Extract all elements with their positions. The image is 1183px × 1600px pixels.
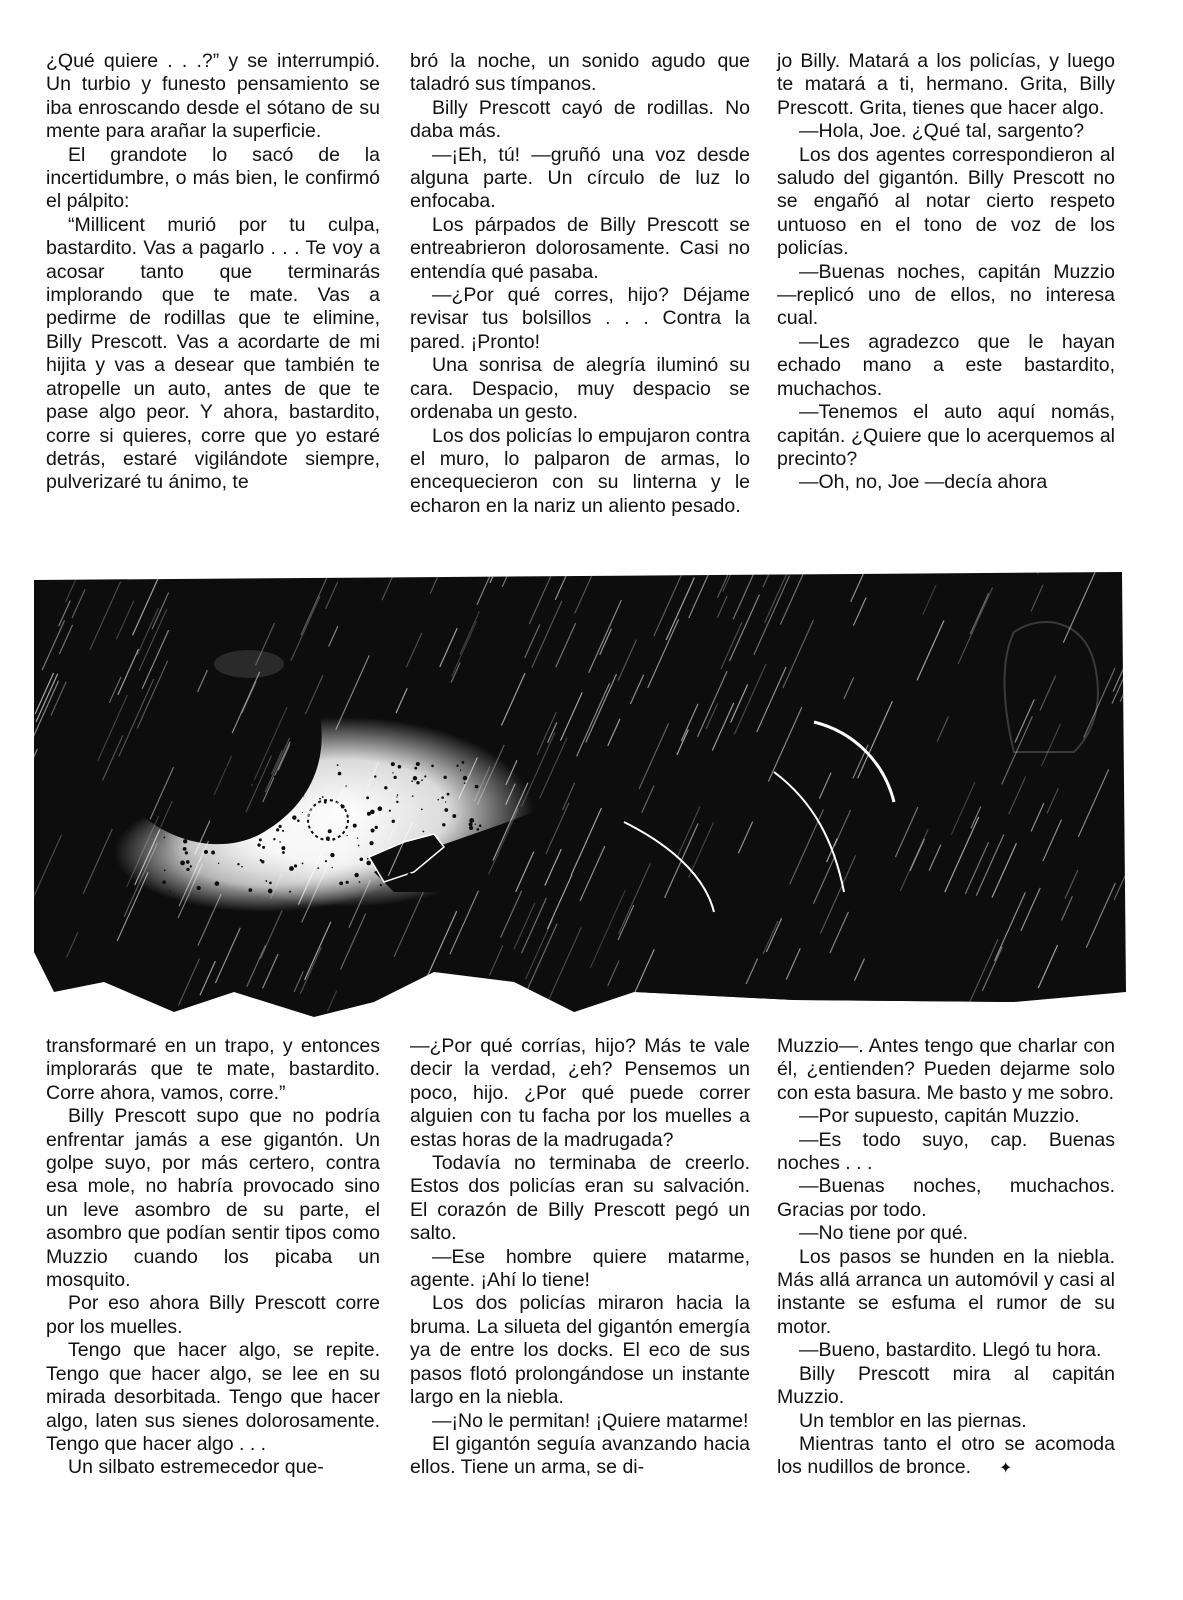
ink-speckle: [407, 873, 411, 877]
ink-speckle: [259, 838, 262, 841]
ink-speckle: [265, 880, 267, 882]
paragraph: —Buenas noches, muchachos. Gracias por todo.: [777, 1175, 1115, 1221]
ink-speckle: [456, 852, 457, 853]
rain-scene-illustration: [14, 572, 1134, 1022]
paragraph: El grandote lo sacó de la incertidumbre, o más bien, le confirmó el pálpito:: [46, 143, 380, 213]
ink-speckle: [442, 823, 445, 826]
ink-speckle: [247, 796, 249, 798]
paragraph: —¿Por qué corrías, hijo? Más te vale decir la verdad, ¿eh? Pensemos un poco, hijo. ¿Por qué puede correr alguien con tu facha por los muelles a estas horas de la madrugada?: [410, 1035, 750, 1151]
ink-speckle: [276, 828, 279, 831]
rain-streak: [567, 572, 584, 576]
ink-speckle: [172, 789, 176, 793]
ink-speckle: [282, 830, 284, 832]
ink-speckle: [163, 837, 165, 839]
paragraph: Los dos agentes correspondieron al saludo del gigantón. Billy Prescott no se engañó al notar cierto respeto untuoso en el tono de voz de los policías.: [777, 143, 1115, 260]
ink-speckle: [259, 824, 261, 826]
text-column-bottom-3: [777, 1035, 1115, 1481]
paragraph: —Bueno, bastardito. Llegó tu hora.: [799, 1339, 1102, 1362]
paragraph: Los dos policías miraron hacia la bruma. La silueta del gigantón emergía ya de entre los docks. El eco de sus pasos flotó prolongándose un instante largo en la niebla.: [410, 1292, 750, 1409]
text-column-bottom-1: [46, 1035, 380, 1480]
ink-speckle: [455, 884, 457, 886]
ink-speckle: [456, 765, 458, 767]
rain-streak: [1129, 572, 1134, 600]
paragraph: Un silbato estremecedor que-: [68, 1456, 324, 1479]
ink-speckle: [206, 794, 209, 797]
ink-speckle: [480, 868, 483, 871]
ink-speckle: [289, 866, 294, 871]
cap-brim: [214, 650, 284, 678]
ink-speckle: [445, 801, 446, 802]
paragraph: Los pasos se hunden en la niebla. Más allá arranca un automóvil y casi al instante se esfuma el rumor de su motor.: [777, 1245, 1115, 1338]
ink-speckle: [292, 782, 295, 785]
ink-speckle: [195, 829, 200, 834]
ink-speckle: [453, 873, 456, 876]
ink-speckle: [330, 853, 334, 857]
end-of-story-icon: ✦: [999, 1460, 1013, 1478]
paragraph: —Ese hombre quiere matarme, agente. ¡Ahí lo tiene!: [410, 1245, 750, 1292]
ink-speckle: [293, 776, 297, 780]
ink-speckle: [445, 887, 447, 889]
ink-speckle: [249, 888, 253, 892]
ink-speckle: [211, 851, 215, 855]
ink-speckle: [231, 825, 233, 827]
ink-speckle: [393, 776, 396, 779]
rain-streak: [1125, 767, 1134, 789]
ink-speckle: [298, 763, 302, 767]
ink-speckle: [424, 775, 426, 777]
ink-speckle: [326, 836, 330, 840]
ink-speckle: [183, 839, 187, 843]
ink-speckle: [227, 781, 229, 783]
ink-speckle: [374, 775, 376, 777]
ink-speckle: [468, 888, 472, 892]
ink-speckle: [243, 776, 247, 780]
ink-speckle: [180, 860, 185, 865]
ink-speckle: [190, 865, 192, 867]
ink-speckle: [278, 825, 281, 828]
ink-speckle: [173, 830, 176, 833]
paragraph: —Les agradezco que le hayan echado mano a este bastardito, muchachos.: [777, 330, 1115, 400]
text-column-bottom-2: [410, 1035, 750, 1480]
paragraph: Los dos policías lo empujaron contra el muro, lo palparon de armas, lo encequecieron con su linterna y le echaron en la nariz un aliento pesado.: [410, 424, 750, 517]
ink-speckle: [200, 790, 202, 792]
ink-speckle: [224, 775, 227, 778]
ink-speckle: [294, 864, 297, 867]
rain-streak: [14, 647, 16, 709]
ink-speckle: [444, 808, 448, 812]
ink-speckle: [319, 798, 321, 800]
ink-speckle: [186, 868, 189, 871]
ink-speckle: [260, 859, 262, 861]
ink-speckle: [186, 860, 190, 864]
text-column-top-1: [46, 50, 380, 495]
ink-speckle: [392, 772, 393, 773]
paragraph: Billy Prescott supo que no podría enfrentar jamás a ese gigantón. Un golpe suyo, por más certero, contra esa mole, no habría provocado sino un leve asombro de su parte, el asombro que podían sentir tipos como Muzzio cuando los picaba un mosquito.: [46, 1105, 380, 1292]
paragraph: —Por supuesto, capitán Muzzio.: [799, 1105, 1080, 1128]
ink-speckle: [328, 829, 332, 833]
ink-speckle: [396, 796, 397, 797]
ink-speckle: [416, 781, 419, 784]
ink-speckle: [169, 891, 170, 892]
ink-speckle: [421, 808, 423, 810]
rain-streak: [14, 749, 37, 811]
ink-speckle: [414, 767, 417, 770]
ink-speckle: [181, 809, 184, 812]
ink-speckle: [412, 795, 414, 797]
ink-speckle: [273, 838, 275, 840]
ink-speckle: [164, 870, 166, 872]
paragraph: —Buenas noches, capitán Muzzio —replicó uno de ellos, no interesa cual.: [777, 260, 1115, 330]
paragraph: Billy Prescott cayó de rodillas. No daba más.: [410, 96, 750, 143]
ink-speckle: [458, 882, 462, 886]
ink-speckle: [268, 767, 269, 768]
ink-speckle: [289, 891, 291, 893]
text-column-top-3: [777, 50, 1115, 495]
ink-speckle: [246, 820, 248, 822]
ink-speckle: [366, 796, 369, 799]
ink-speckle: [391, 762, 395, 766]
ink-speckle: [397, 794, 399, 796]
ink-speckle: [375, 826, 378, 829]
ink-speckle: [230, 793, 233, 796]
paragraph: Billy Prescott mira al capitán Muzzio.: [777, 1362, 1115, 1409]
ink-speckle: [297, 819, 300, 822]
paragraph: Por eso ahora Billy Prescott corre por los muelles.: [46, 1292, 380, 1338]
ink-speckle: [292, 815, 296, 819]
rain-streak: [185, 572, 219, 575]
ink-speckle: [275, 818, 278, 821]
ink-speckle: [337, 764, 339, 766]
ink-speckle: [236, 761, 239, 764]
rain-streak: [310, 572, 340, 573]
ink-speckle: [282, 851, 285, 854]
ink-speckle: [389, 810, 391, 812]
ink-speckle: [199, 818, 202, 821]
ink-speckle: [413, 776, 417, 780]
ink-speckle: [339, 881, 343, 885]
ink-speckle: [241, 866, 243, 868]
ink-speckle: [378, 806, 383, 811]
ink-speckle: [461, 852, 464, 855]
ink-speckle: [370, 810, 375, 815]
ink-speckle: [325, 860, 327, 862]
ink-speckle: [422, 831, 424, 833]
ink-speckle: [345, 785, 346, 786]
ink-speckle: [366, 861, 371, 866]
ink-speckle: [193, 773, 194, 774]
paragraph: ¿Qué quiere . . .?” y se interrumpió. Un turbio y funesto pensamiento se iba enroscando desde el sótano de su mente para arañar la superficie.: [46, 50, 380, 143]
ink-speckle: [204, 850, 208, 854]
ink-speckle: [427, 862, 428, 863]
ink-speckle: [272, 812, 275, 815]
ink-speckle: [190, 762, 195, 767]
ink-speckle: [475, 823, 476, 824]
ink-speckle: [303, 795, 304, 796]
ink-speckle: [290, 786, 293, 789]
ink-speckle: [346, 881, 349, 884]
ink-speckle: [441, 796, 444, 799]
ink-speckle: [359, 881, 361, 883]
ink-speckle: [341, 805, 345, 809]
ink-speckle: [464, 782, 466, 784]
paragraph: —No tiene por qué.: [799, 1222, 969, 1245]
ink-speckle: [354, 873, 358, 877]
ink-speckle: [388, 863, 390, 865]
second-policeman: [1005, 622, 1098, 752]
ink-speckle: [476, 828, 479, 831]
ink-speckle: [215, 881, 220, 886]
ink-speckle: [223, 796, 228, 801]
ink-speckle: [178, 825, 182, 829]
ink-speckle: [218, 863, 219, 864]
ink-speckle: [411, 780, 413, 782]
ink-speckle: [237, 863, 239, 865]
paragraph: —¡Eh, tú! —gruñó una voz desde alguna parte. Un círculo de luz lo enfocaba.: [410, 143, 750, 213]
paragraph-text: Mientras tanto el otro se acomoda los nudillos de bronce.: [777, 1432, 1115, 1479]
ink-speckle: [479, 825, 482, 828]
ink-speckle: [392, 820, 395, 823]
ink-speckle: [162, 881, 166, 885]
ink-speckle: [302, 863, 304, 865]
ink-speckle: [443, 776, 446, 779]
ink-speckle: [460, 769, 461, 770]
ink-speckle: [463, 776, 467, 780]
ink-speckle: [475, 785, 479, 789]
text-column-top-2: [410, 50, 750, 518]
ink-speckle: [294, 790, 296, 792]
paragraph: —Es todo suyo, cap. Buenas noches . . .: [777, 1128, 1115, 1175]
ink-speckle: [268, 889, 273, 894]
paragraph: El gigantón seguía avanzando hacia ellos. Tiene un arma, se di-: [410, 1432, 750, 1479]
paragraph: —¿Por qué corres, hijo? Déjame revisar tus bolsillos . . . Contra la pared. ¡Pronto!: [410, 284, 750, 353]
ink-speckle: [227, 822, 231, 826]
paragraph: “Millicent murió por tu culpa, bastardito. Vas a pagarlo . . . Te voy a acosar tanto que terminarás implorando que te mate. Vas a pedirme de rodillas que te elimine, Billy Prescott. Vas a acordarte de mi hijita y vas a desear que también te atropelle un auto, antes de que te pase algo peor. Y ahora, bastardito, corre si quieres, corre que yo estaré detrás, estaré vigilándote siempre, pulverizaré tu ánimo, te: [46, 213, 380, 494]
ink-speckle: [257, 843, 260, 846]
ink-speckle: [416, 762, 420, 766]
ink-speckle: [369, 841, 373, 845]
ink-speckle: [333, 839, 335, 841]
ink-speckle: [347, 835, 348, 836]
ink-speckle: [431, 765, 434, 768]
ink-speckle: [452, 814, 456, 818]
ink-speckle: [205, 810, 207, 812]
ink-speckle: [268, 791, 270, 793]
paragraph: —¡No le permitan! ¡Quiere matarme!: [432, 1409, 749, 1432]
ink-speckle: [421, 779, 423, 781]
rain-streak: [14, 638, 23, 695]
paragraph: Tengo que hacer algo, se repite. Tengo que hacer algo, se lee en su mirada desorbitada. Tengo que hacer algo, laten sus sienes dolorosamente. Tengo que hacer algo . . .: [46, 1339, 380, 1455]
ink-speckle: [234, 770, 236, 772]
paragraph: —Tenemos el auto aquí nomás, capitán. ¿Quiere que lo acerquemos al precinto?: [777, 401, 1115, 470]
ink-speckle: [214, 783, 218, 787]
ink-speckle: [429, 850, 432, 853]
ink-speckle: [404, 889, 407, 892]
ink-speckle: [360, 857, 364, 861]
ink-speckle: [273, 782, 275, 784]
ink-speckle: [262, 846, 265, 849]
ink-speckle: [469, 822, 473, 826]
ink-speckle: [324, 801, 327, 804]
rain-streak: [14, 572, 31, 623]
ink-speckle: [225, 766, 226, 767]
rain-streak: [14, 655, 28, 710]
ink-speckle: [271, 802, 272, 803]
ink-speckle: [357, 837, 358, 838]
ink-speckle: [322, 796, 324, 798]
paragraph: —Oh, no, Joe —decía ahora: [799, 471, 1048, 494]
paragraph: Todavía no terminaba de creerlo. Estos dos policías eran su salvación. El corazón de Billy Prescott pegó un salto.: [410, 1152, 750, 1245]
ink-speckle: [281, 846, 285, 850]
ink-speckle: [332, 867, 333, 868]
paragraph: —Hola, Joe. ¿Qué tal, sargento?: [799, 120, 1085, 143]
rain-streak: [1128, 792, 1134, 832]
ink-speckle: [476, 844, 479, 847]
ink-speckle: [384, 786, 387, 789]
ink-speckle: [469, 818, 474, 823]
ink-speckle: [185, 851, 188, 854]
ink-speckle: [358, 845, 360, 847]
ink-speckle: [279, 841, 281, 843]
ink-speckle: [380, 884, 382, 886]
ink-speckle: [338, 772, 342, 776]
ink-speckle: [274, 775, 277, 778]
ink-speckle: [317, 867, 319, 869]
ink-speckle: [437, 799, 439, 801]
ink-speckle: [462, 761, 465, 764]
ink-speckle: [269, 882, 272, 885]
ink-speckle: [469, 826, 473, 830]
ink-speckle: [407, 863, 410, 866]
ink-speckle: [172, 796, 175, 799]
ink-speckle: [189, 761, 191, 763]
ink-speckle: [251, 780, 255, 784]
paragraph: Una sonrisa de alegría iluminó su cara. Despacio, muy despacio se ordenaba un gesto.: [410, 354, 750, 424]
ink-speckle: [367, 858, 369, 860]
paragraph: Los párpados de Billy Prescott se entreabrieron dolorosamente. Casi no entendía qué pasaba.: [410, 213, 750, 283]
rain-streak: [1133, 844, 1134, 920]
ink-speckle: [302, 812, 303, 813]
ink-speckle: [371, 829, 375, 833]
ink-speckle: [251, 828, 254, 831]
ink-speckle: [414, 872, 418, 876]
ink-speckle: [447, 793, 450, 796]
paragraph: bró la noche, un sonido agudo que taladró sus tímpanos.: [410, 50, 750, 96]
ink-speckle: [197, 886, 201, 890]
paragraph: Muzzio—. Antes tengo que charlar con él, ¿entienden? Pueden dejarme solo con esta basura. Me basto y me sobro.: [777, 1035, 1115, 1104]
paragraph: [777, 1433, 1115, 1481]
ink-speckle: [398, 765, 402, 769]
paragraph: Un temblor en las piernas.: [799, 1409, 1027, 1432]
ink-speckle: [167, 764, 170, 767]
paragraph: transformaré en un trapo, y entonces implorarás que te mate, bastardito. Corre ahora, vamos, corre.”: [46, 1035, 380, 1104]
ink-speckle: [457, 852, 462, 857]
ink-speckle: [353, 824, 357, 828]
ink-speckle: [280, 815, 282, 817]
paragraph: jo Billy. Matará a los policías, y luego te matará a ti, hermano. Grita, Billy Prescott. Grita, tienes que hacer algo.: [777, 50, 1115, 119]
ink-speckle: [396, 801, 398, 803]
ink-speckle: [183, 847, 187, 851]
